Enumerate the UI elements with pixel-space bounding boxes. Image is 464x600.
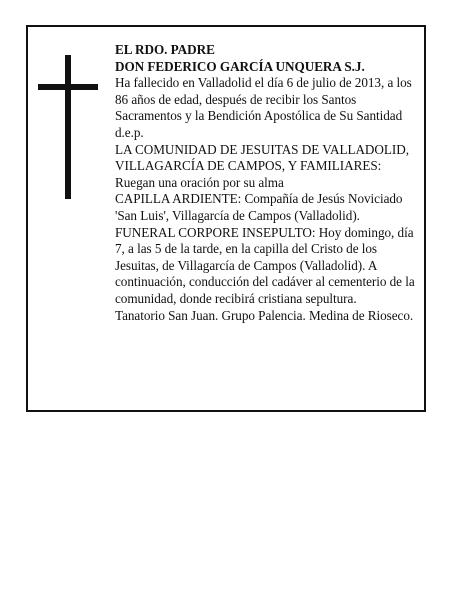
notice-title-line2: DON FEDERICO GARCÍA UNQUERA S.J. (115, 58, 365, 74)
funeral-info: FUNERAL CORPORE INSEPULTO: Hoy domingo, día 7, a las 5 de la tarde, en la capilla del Cristo de los Jesuitas, de Villagarcía de Campos (Valladolid). A continuación, conducción del cadáver al cementerio de la comunidad, donde recibirá cristiana sepultura. (115, 224, 415, 306)
community-and-family: LA COMUNIDAD DE JESUITAS DE VALLADOLID, VILLAGARCÍA DE CAMPOS, Y FAMILIARES: (115, 141, 409, 174)
cross-vertical-bar (65, 55, 71, 199)
capilla-ardiente-info: CAPILLA ARDIENTE: Compañía de Jesús Noviciado 'San Luis', Villagarcía de Campos (Valladolid). (115, 191, 403, 223)
obituary-notice (26, 25, 426, 412)
notice-text (115, 42, 423, 324)
prayer-request: Ruegan una oración por su alma (115, 174, 284, 190)
cross-icon (38, 55, 98, 199)
funeral-home-info: Tanatorio San Juan. Grupo Palencia. Medina de Rioseco. (115, 307, 414, 323)
death-announcement: Ha fallecido en Valladolid el día 6 de julio de 2013, a los 86 años de edad, después de recibir los Santos Sacramentos y la Bendición Apostólica de Su Santidad d.e.p. (115, 75, 412, 140)
cross-horizontal-bar (38, 84, 98, 90)
notice-title-line1: EL RDO. PADRE (115, 42, 215, 57)
